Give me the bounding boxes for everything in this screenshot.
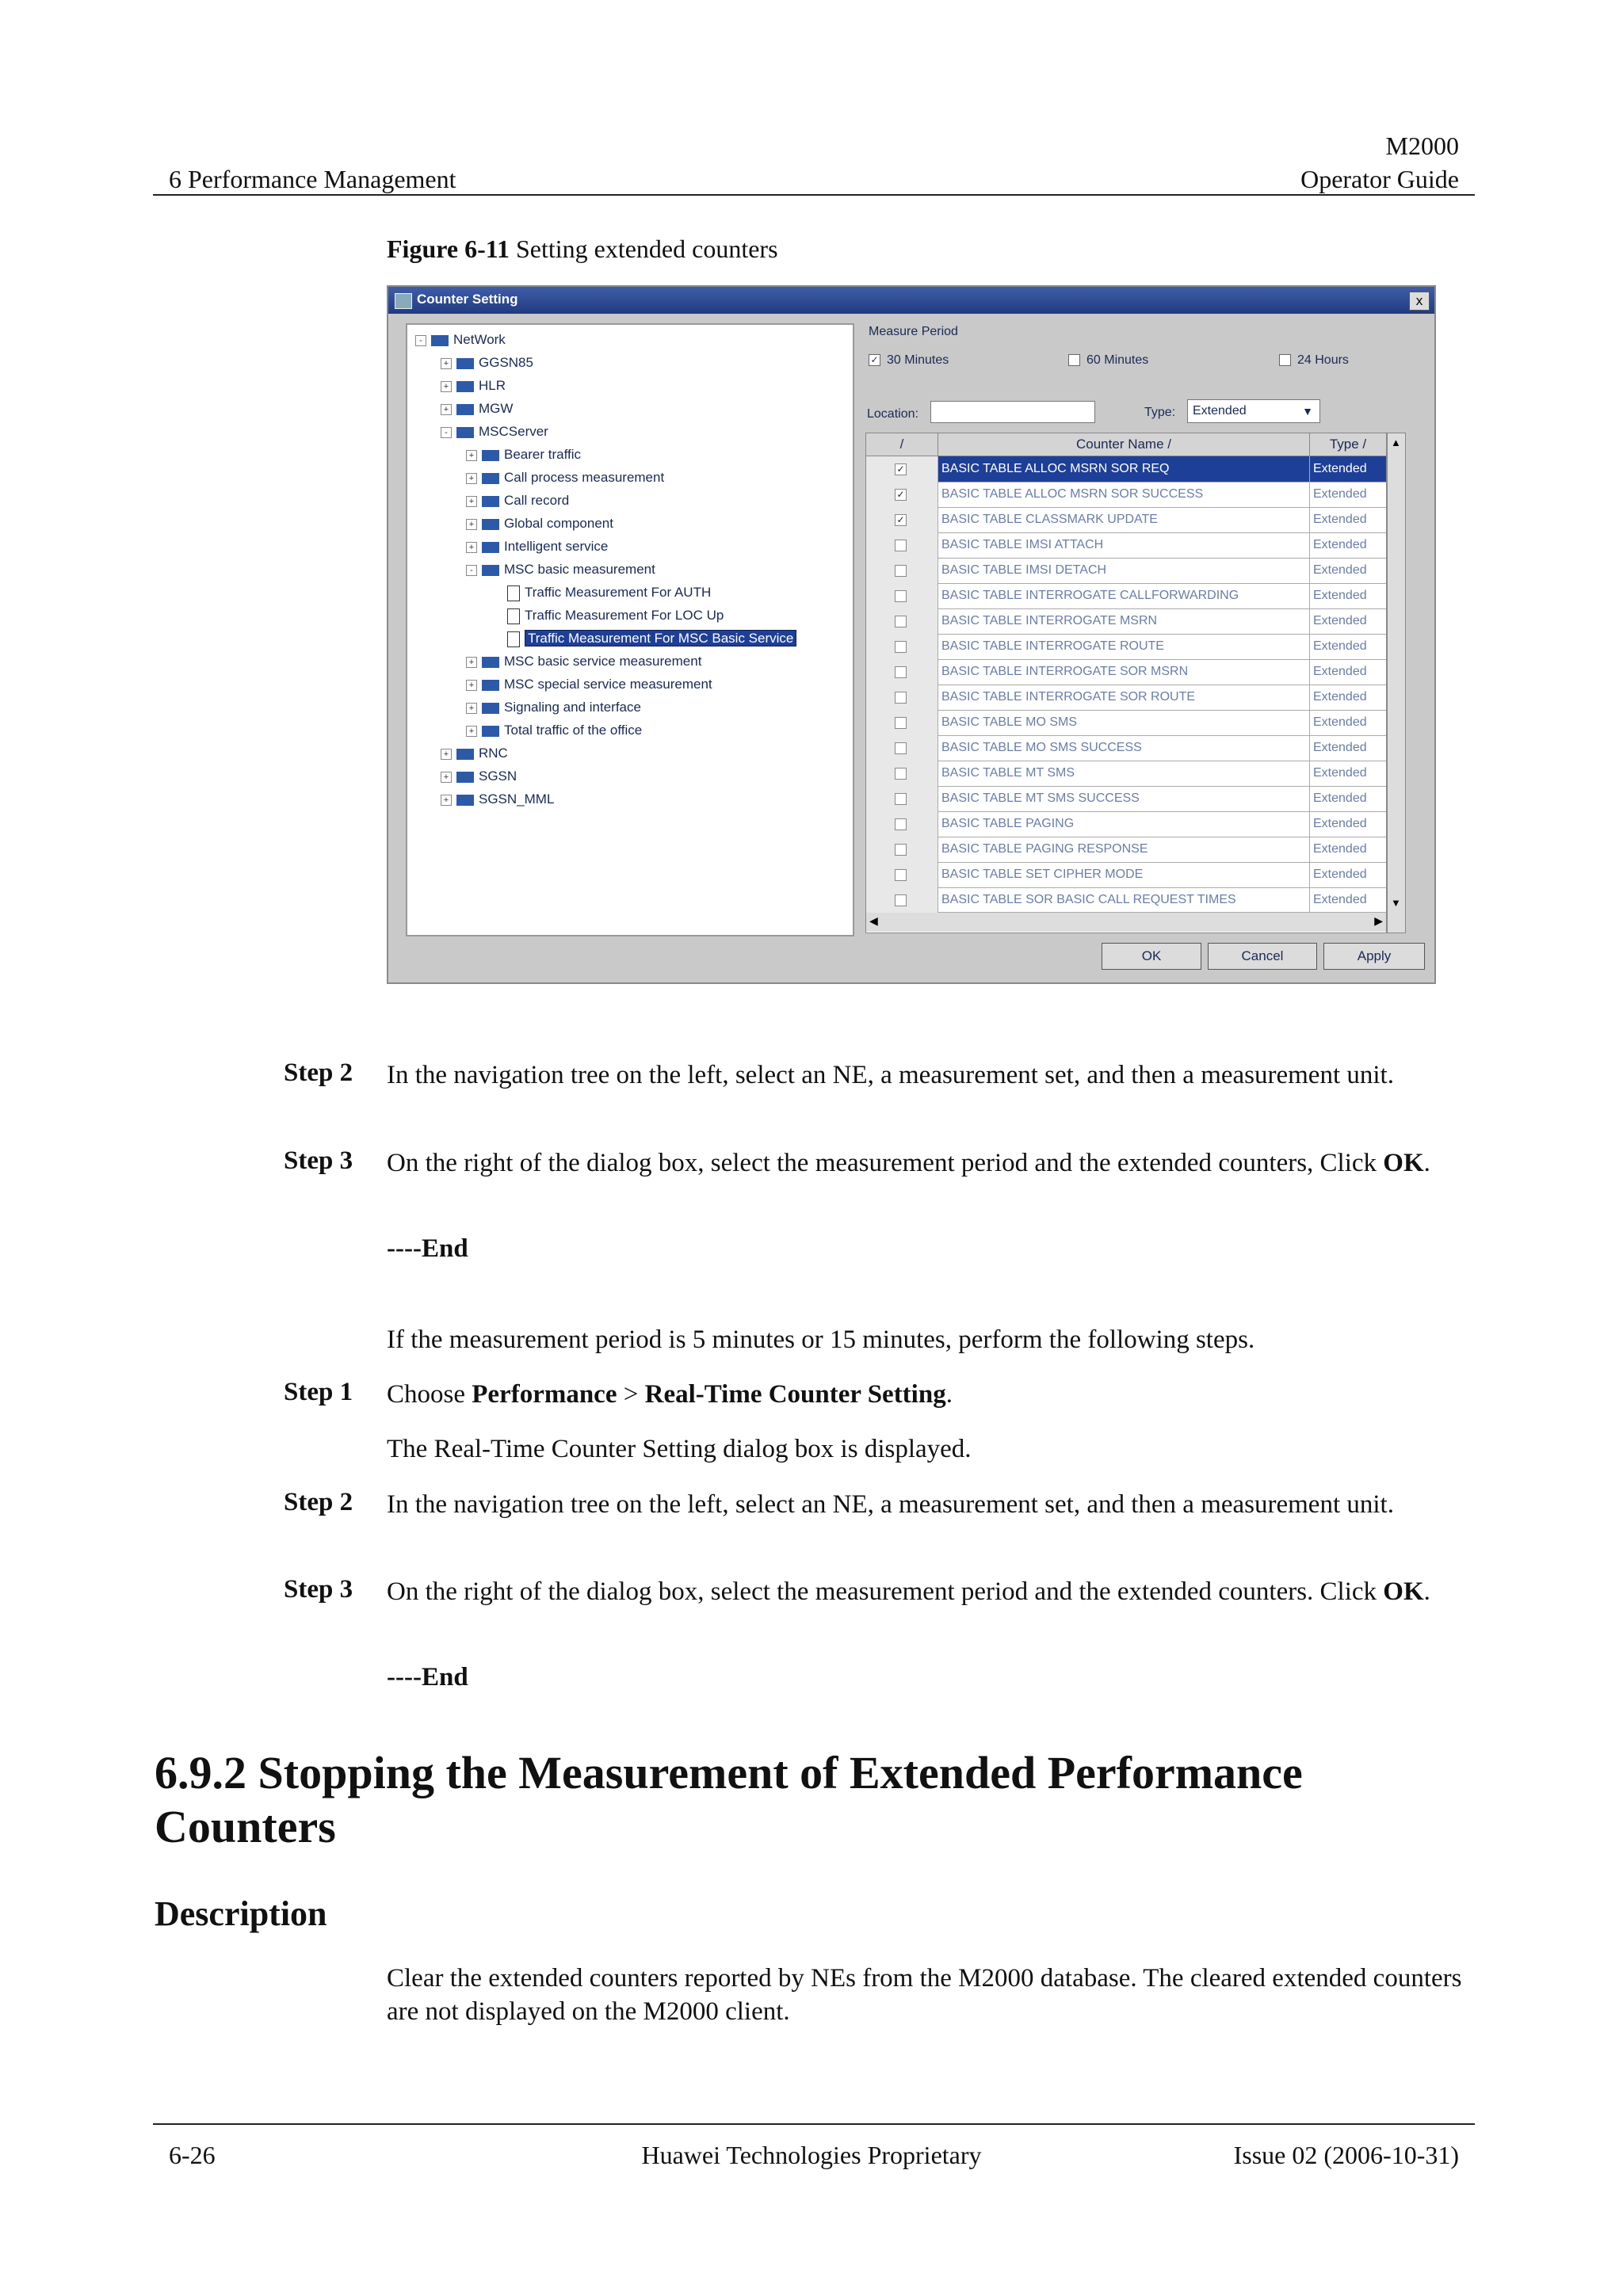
- row-check-cell: [866, 608, 938, 634]
- ok-emphasis: OK: [1383, 1149, 1424, 1177]
- counter-type-cell: Extended: [1313, 639, 1367, 653]
- tree-node[interactable]: [441, 745, 508, 762]
- table-row[interactable]: [866, 532, 1386, 559]
- folder-icon: [431, 335, 449, 346]
- step-3-label: Step 3: [284, 1146, 353, 1175]
- table-row[interactable]: [866, 659, 1386, 685]
- tree-node[interactable]: [441, 791, 554, 808]
- step-1-text: Choose Performance > Real-Time Counter Setting.: [387, 1380, 953, 1409]
- step-2b-label: Step 2: [284, 1488, 353, 1516]
- counter-type-cell: Extended: [1313, 589, 1367, 602]
- period-option[interactable]: [869, 353, 949, 368]
- tree-node-label: MGW: [479, 401, 514, 416]
- step-2-label: Step 2: [284, 1058, 353, 1087]
- folder-icon: [456, 381, 474, 392]
- col-header-type[interactable]: Type /: [1310, 433, 1387, 456]
- checkbox-icon[interactable]: [895, 540, 907, 551]
- scroll-up-icon[interactable]: ▲: [1391, 437, 1401, 448]
- counter-type-cell: Extended: [1313, 665, 1367, 678]
- checkbox-icon[interactable]: [895, 692, 907, 704]
- counter-name-cell: BASIC TABLE IMSI DETACH: [938, 558, 1310, 583]
- collapse-icon[interactable]: -: [466, 565, 477, 576]
- tree-node-label: Total traffic of the office: [504, 723, 643, 738]
- counter-type-cell: Extended: [1313, 842, 1367, 856]
- folder-icon: [456, 358, 474, 369]
- tree-node-label: MSCServer: [479, 424, 548, 439]
- tree-node[interactable]: [466, 469, 664, 486]
- row-check-cell: [866, 710, 938, 735]
- counter-table: [865, 433, 1387, 933]
- step-2-text: In the navigation tree on the left, select an NE, a measurement set, and then a measurement unit.: [387, 1061, 1394, 1089]
- row-check-cell: [866, 456, 938, 482]
- counter-name-cell: BASIC TABLE ALLOC MSRN SOR REQ: [938, 456, 1310, 482]
- vertical-scrollbar[interactable]: [1387, 433, 1406, 933]
- table-row[interactable]: [866, 608, 1386, 635]
- row-check-cell: [866, 583, 938, 608]
- counter-name-cell: BASIC TABLE CLASSMARK UPDATE: [938, 507, 1310, 532]
- scroll-left-icon[interactable]: ◀: [869, 914, 878, 927]
- checkbox-icon[interactable]: [895, 565, 907, 577]
- tree-node[interactable]: [466, 446, 581, 463]
- counter-type-cell: Extended: [1313, 513, 1367, 526]
- checkbox-icon[interactable]: [895, 894, 907, 906]
- row-check-cell: [866, 837, 938, 862]
- table-row[interactable]: [866, 887, 1386, 913]
- table-row[interactable]: [866, 862, 1386, 888]
- expand-icon[interactable]: +: [466, 680, 477, 691]
- counter-type-cell: Extended: [1313, 791, 1367, 805]
- ok-button[interactable]: OK: [1102, 943, 1201, 970]
- header-product: M2000: [1385, 132, 1459, 160]
- table-row[interactable]: [866, 811, 1386, 837]
- expand-icon[interactable]: +: [466, 542, 477, 553]
- checkbox-checked-icon[interactable]: ✓: [869, 354, 880, 366]
- row-check-cell: [866, 887, 938, 913]
- counter-type-cell: Extended: [1313, 614, 1367, 627]
- footer-page-number: 6-26: [169, 2141, 216, 2169]
- checkbox-icon[interactable]: [895, 717, 907, 729]
- checkbox-icon[interactable]: [895, 844, 907, 856]
- row-check-cell: [866, 786, 938, 811]
- step-1-note: The Real-Time Counter Setting dialog box is displayed.: [387, 1435, 972, 1463]
- tree-node[interactable]: [466, 722, 642, 739]
- expand-icon[interactable]: +: [441, 772, 452, 783]
- counter-name-cell: BASIC TABLE PAGING: [938, 811, 1310, 837]
- expand-icon[interactable]: +: [441, 749, 452, 760]
- tree-node-label: Traffic Measurement For AUTH: [525, 585, 712, 600]
- end-marker: ----End: [387, 1234, 468, 1263]
- app-icon: [395, 293, 412, 309]
- scroll-right-icon[interactable]: ▶: [1374, 914, 1383, 927]
- row-check-cell: [866, 659, 938, 685]
- ok-emphasis-2: OK: [1383, 1577, 1424, 1606]
- tree-node[interactable]: [491, 584, 711, 601]
- checkbox-icon[interactable]: [895, 641, 907, 653]
- tree-node[interactable]: [466, 538, 608, 555]
- close-button[interactable]: x: [1409, 292, 1430, 311]
- folder-icon: [456, 404, 474, 415]
- step-3b-text: On the right of the dialog box, select the measurement period and the extended counters. Click OK.: [387, 1577, 1430, 1606]
- table-row[interactable]: [866, 735, 1386, 761]
- tree-node[interactable]: [441, 423, 548, 441]
- table-row[interactable]: [866, 710, 1386, 736]
- tree-node[interactable]: [491, 607, 724, 624]
- counter-name-cell: BASIC TABLE INTERROGATE SOR ROUTE: [938, 685, 1310, 710]
- folder-icon: [482, 680, 499, 691]
- col-header-check[interactable]: /: [866, 433, 938, 456]
- row-check-cell: [866, 685, 938, 710]
- dialog-title: Counter Setting: [417, 292, 518, 307]
- checkbox-icon[interactable]: [895, 869, 907, 881]
- row-check-cell: [866, 507, 938, 532]
- collapse-icon[interactable]: -: [441, 427, 452, 438]
- header-chapter: 6 Performance Management: [169, 165, 456, 193]
- tree-node-label: Bearer traffic: [504, 447, 582, 462]
- checkbox-icon[interactable]: [895, 666, 907, 678]
- tree-node[interactable]: [466, 653, 701, 670]
- checkbox-icon[interactable]: [895, 818, 907, 830]
- col-header-counter-name[interactable]: Counter Name /: [938, 433, 1310, 456]
- step-3b-label: Step 3: [284, 1575, 353, 1604]
- checkbox-icon[interactable]: [895, 793, 907, 805]
- folder-icon: [482, 565, 499, 576]
- expand-icon[interactable]: +: [466, 473, 477, 484]
- checkbox-icon[interactable]: [1068, 354, 1080, 366]
- cancel-button[interactable]: Cancel: [1208, 943, 1317, 970]
- dialog-titlebar: [388, 287, 1434, 314]
- expand-icon[interactable]: +: [466, 450, 477, 461]
- collapse-icon[interactable]: -: [415, 335, 426, 346]
- tree-node-label: HLR: [479, 378, 506, 393]
- tree-node-label: Intelligent service: [504, 539, 609, 554]
- header-doc-title: Operator Guide: [1300, 165, 1459, 193]
- row-check-cell: [866, 532, 938, 558]
- counter-name-cell: BASIC TABLE SOR BASIC CALL REQUEST TIMES: [938, 887, 1310, 913]
- counter-name-cell: BASIC TABLE MO SMS: [938, 710, 1310, 735]
- counter-type-cell: Extended: [1313, 741, 1367, 754]
- row-check-cell: [866, 811, 938, 837]
- tree-node-label: NetWork: [453, 332, 506, 347]
- checkbox-icon[interactable]: [895, 590, 907, 602]
- counter-name-cell: BASIC TABLE PAGING RESPONSE: [938, 837, 1310, 862]
- footer-proprietary: Huawei Technologies Proprietary: [641, 2141, 982, 2169]
- document-icon: [507, 608, 520, 624]
- counter-name-cell: BASIC TABLE INTERROGATE ROUTE: [938, 634, 1310, 659]
- tree-node[interactable]: [441, 354, 533, 372]
- footer-issue: Issue 02 (2006-10-31): [1233, 2141, 1459, 2169]
- checkbox-icon[interactable]: [895, 742, 907, 754]
- intro-paragraph: If the measurement period is 5 minutes or 15 minutes, perform the following steps.: [387, 1325, 1255, 1354]
- tree-node-label: MSC basic measurement: [504, 562, 655, 577]
- period-option-label: 24 Hours: [1297, 353, 1349, 367]
- location-label: Location:: [867, 407, 918, 421]
- table-row[interactable]: [866, 456, 1386, 482]
- tree-node[interactable]: [466, 676, 712, 693]
- counter-type-cell: Extended: [1313, 766, 1367, 780]
- document-icon: [507, 585, 520, 601]
- table-row[interactable]: [866, 583, 1386, 609]
- expand-icon[interactable]: +: [466, 496, 477, 507]
- counter-type-cell: Extended: [1313, 487, 1367, 501]
- folder-icon: [482, 726, 499, 737]
- expand-icon[interactable]: +: [466, 657, 477, 668]
- folder-icon: [456, 772, 474, 783]
- end-marker-2: ----End: [387, 1663, 468, 1691]
- folder-icon: [456, 795, 474, 806]
- expand-icon[interactable]: +: [441, 404, 452, 415]
- table-row[interactable]: [866, 507, 1386, 533]
- table-row[interactable]: [866, 786, 1386, 812]
- subsection-heading: Description: [155, 1894, 327, 1933]
- tree-node[interactable]: [466, 492, 569, 509]
- horizontal-scrollbar[interactable]: [866, 912, 1386, 932]
- counter-type-cell: Extended: [1313, 715, 1367, 729]
- period-option[interactable]: [1068, 353, 1148, 368]
- row-check-cell: [866, 761, 938, 786]
- counter-type-cell: Extended: [1313, 538, 1367, 551]
- tree-node-label: Global component: [504, 516, 613, 531]
- section-heading: 6.9.2 Stopping the Measurement of Extended Performance Counters: [155, 1747, 1303, 1852]
- apply-button[interactable]: Apply: [1323, 943, 1425, 970]
- row-check-cell: [866, 558, 938, 583]
- folder-icon: [482, 657, 499, 668]
- counter-type-cell: Extended: [1313, 893, 1367, 906]
- folder-icon: [456, 749, 474, 760]
- expand-icon[interactable]: +: [466, 726, 477, 737]
- counter-name-cell: BASIC TABLE INTERROGATE MSRN: [938, 608, 1310, 634]
- menu-real-time-counter-setting: Real-Time Counter Setting: [644, 1380, 946, 1409]
- step-1-label: Step 1: [284, 1378, 353, 1406]
- period-option[interactable]: [1279, 353, 1349, 368]
- checkbox-icon[interactable]: [1279, 354, 1291, 366]
- checkbox-icon[interactable]: [895, 768, 907, 780]
- folder-icon: [482, 473, 499, 484]
- expand-icon[interactable]: +: [466, 519, 477, 530]
- step-2b-text: In the navigation tree on the left, select an NE, a measurement set, and then a measurement unit.: [387, 1490, 1394, 1519]
- table-row[interactable]: [866, 558, 1386, 584]
- tree-node-label: Call process measurement: [504, 470, 665, 485]
- counter-type-cell: Extended: [1310, 456, 1386, 482]
- expand-icon[interactable]: +: [466, 703, 477, 714]
- counter-name-cell: BASIC TABLE IMSI ATTACH: [938, 532, 1310, 558]
- expand-icon[interactable]: +: [441, 358, 452, 369]
- tree-node-label: Traffic Measurement For MSC Basic Service: [525, 630, 796, 646]
- figure-caption-text: Setting extended counters: [515, 235, 778, 263]
- counter-type-cell: Extended: [1313, 868, 1367, 881]
- counter-type-cell: Extended: [1313, 690, 1367, 704]
- counter-name-cell: BASIC TABLE MO SMS SUCCESS: [938, 735, 1310, 761]
- table-row[interactable]: [866, 482, 1386, 508]
- type-select-value: Extended: [1193, 404, 1247, 418]
- tree-node[interactable]: [415, 331, 506, 349]
- scroll-down-icon[interactable]: ▼: [1391, 897, 1401, 909]
- counter-name-cell: BASIC TABLE MT SMS: [938, 761, 1310, 786]
- measure-period-label: Measure Period: [869, 325, 958, 338]
- folder-icon: [482, 542, 499, 553]
- tree-node-label: GGSN85: [479, 355, 533, 370]
- tree-node[interactable]: [466, 561, 655, 578]
- folder-icon: [482, 703, 499, 714]
- chevron-down-icon: ▼: [1302, 405, 1313, 418]
- period-option-label: 30 Minutes: [887, 353, 949, 367]
- counter-name-cell: BASIC TABLE SET CIPHER MODE: [938, 862, 1310, 887]
- type-select[interactable]: [1187, 399, 1320, 423]
- description-paragraph: Clear the extended counters reported by NEs from the M2000 database. The cleared extended counters are not displayed on the M2000 client.: [387, 1964, 1462, 2026]
- counter-name-cell: BASIC TABLE ALLOC MSRN SOR SUCCESS: [938, 482, 1310, 507]
- folder-icon: [456, 427, 474, 438]
- navigation-tree[interactable]: [406, 323, 854, 936]
- checkbox-checked-icon[interactable]: ✓: [895, 463, 907, 475]
- row-check-cell: [866, 862, 938, 887]
- tree-node[interactable]: [491, 630, 796, 647]
- tree-node[interactable]: [466, 515, 613, 532]
- header-rule: [153, 194, 1475, 196]
- counter-type-cell: Extended: [1313, 563, 1367, 577]
- document-icon: [507, 631, 520, 647]
- row-check-cell: [866, 482, 938, 507]
- folder-icon: [482, 496, 499, 507]
- table-row[interactable]: [866, 634, 1386, 660]
- checkbox-checked-icon[interactable]: ✓: [895, 489, 907, 501]
- tree-node[interactable]: [441, 377, 506, 395]
- counter-name-cell: BASIC TABLE MT SMS SUCCESS: [938, 786, 1310, 811]
- folder-icon: [482, 519, 499, 530]
- table-row[interactable]: [866, 685, 1386, 711]
- tree-node-label: MSC basic service measurement: [504, 654, 702, 669]
- footer-rule: [153, 2123, 1475, 2125]
- location-input[interactable]: [930, 401, 1095, 423]
- tree-node[interactable]: [441, 768, 517, 785]
- counter-name-cell: BASIC TABLE INTERROGATE SOR MSRN: [938, 659, 1310, 685]
- expand-icon[interactable]: +: [441, 795, 452, 806]
- tree-node-label: SGSN_MML: [479, 791, 555, 807]
- checkbox-icon[interactable]: [895, 616, 907, 627]
- row-check-cell: [866, 735, 938, 761]
- tree-node-label: Call record: [504, 493, 570, 508]
- type-label: Type:: [1144, 406, 1176, 419]
- tree-node[interactable]: [441, 400, 513, 418]
- expand-icon[interactable]: +: [441, 381, 452, 392]
- tree-node-label: SGSN: [479, 769, 517, 784]
- tree-node-label: RNC: [479, 746, 508, 761]
- period-option-label: 60 Minutes: [1086, 353, 1149, 367]
- tree-node-label: Signaling and interface: [504, 700, 641, 715]
- figure-caption: [387, 235, 778, 264]
- counter-name-cell: BASIC TABLE INTERROGATE CALLFORWARDING: [938, 583, 1310, 608]
- tree-node-label: Traffic Measurement For LOC Up: [525, 608, 724, 623]
- counter-setting-dialog: [387, 285, 1436, 984]
- counter-type-cell: Extended: [1313, 817, 1367, 830]
- table-row[interactable]: [866, 837, 1386, 863]
- table-row[interactable]: [866, 761, 1386, 787]
- tree-node[interactable]: [466, 699, 641, 716]
- folder-icon: [482, 450, 499, 461]
- menu-performance: Performance: [472, 1380, 617, 1409]
- checkbox-checked-icon[interactable]: ✓: [895, 514, 907, 526]
- figure-number: Figure 6-11: [387, 235, 510, 263]
- step-3-text: On the right of the dialog box, select the measurement period and the extended counters, Click OK.: [387, 1149, 1430, 1177]
- tree-node-label: MSC special service measurement: [504, 677, 712, 692]
- row-check-cell: [866, 634, 938, 659]
